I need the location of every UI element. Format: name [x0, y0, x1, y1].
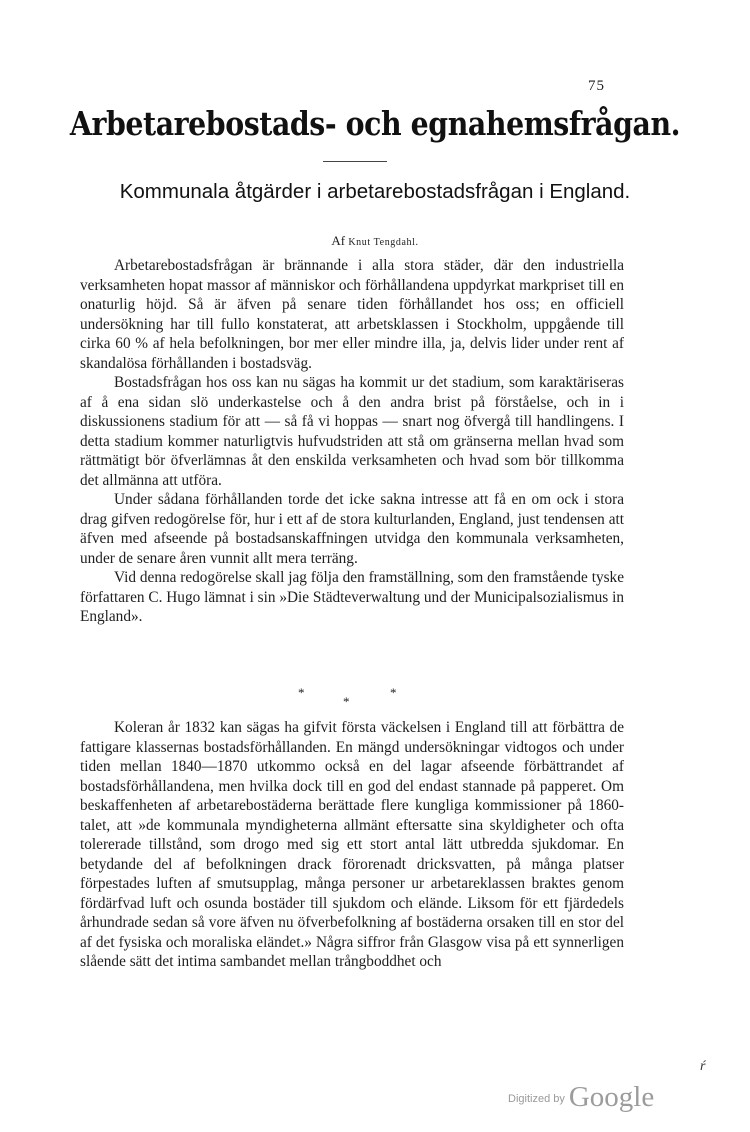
paragraph: Koleran år 1832 kan sägas ha gifvit första väckelsen i England till att förbättra de fattigare klassernas bostadsförhållanden. En mängd undersökningar vidtogos och under tiden mellan 1840—1870 utkommo också en del lagar afseende förbättrandet af bostadsförhållandena, men hvilka dock till en god del endast stannade på papperet. Om beskaffenheten af arbetarebostäderna berättade flere kungliga kommissioner på 1860-talet, att »de kommunala myndigheterna allmänt eftersatte sina skyldigheter och ofta tolererade tillstånd, som drogo med sig ett stort antal lätt utbredda sjukdomar. En betydande del af befolkningen drack förorenadt dricksvatten, på många platser förpestades luften af smutsupplag, många personer ur arbetareklassen braktes genom fördärfvad luft och osunda bostäder till sjukdom och elände. Liksom för ett fjärdedels århundrade sedan så vore äfven nu öfverbefolkning af bostäderna orsaken till en stor del af det fysiska och moraliska eländet.» Några siffror från Glasgow visa på ett synnerligen slående sätt det intima sambandet mellan trångboddhet och — [80, 719, 624, 970]
title-divider — [323, 161, 387, 162]
page-number: 75 — [588, 78, 605, 94]
digitized-watermark — [508, 1081, 654, 1114]
paragraph: Bostadsfrågan hos oss kan nu sägas ha kommit ur det stadium, som karaktäriseras af å ena sidan slö underkastelse och å den andra brist på förståelse, och in i diskussionens stadium för att — så få vi hoppas — snart nog öfvergå till handlingens. I detta stadium kommer naturligtvis hufvudstriden att stå om gränserna mellan hvad som rättmätigt bör öfverlämnas åt den enskilda verksamheten och hvad som bör tillkomma det allmänna att utföra. — [80, 374, 624, 489]
byline-prefix: Af — [331, 233, 346, 248]
asterism-star: * — [298, 685, 305, 700]
paragraph: Vid denna redogörelse skall jag följa den framställning, som den framstående tyske författaren C. Hugo lämnat i sin »Die Städteverwaltung und der Municipalsozialismus in England». — [80, 569, 624, 625]
google-logo: Google — [568, 1081, 655, 1113]
paragraph: Under sådana förhållanden torde det icke sakna intresse att få en om ock i stora drag gifven redogörelse för, hur i ett af de stora kulturlanden, England, just tendensen att äfven med afseende på bostadsanskaffningen utvidga den kommunala verksamheten, under de senare åren vunnit allt mera terräng. — [80, 491, 624, 567]
asterism-star: * — [343, 694, 350, 709]
paragraph: Arbetarebostadsfrågan är brännande i alla stora städer, där den industriella verksamheten hopat massor af människor och förhållandena uppdyrkat markpriset till en onaturlig höjd. Så är äfven på senare tiden förhållandet hos oss; en officiell undersökning har till fullo konstaterat, att arbetsklassen i Stockholm, uppgående till cirka 60 % af hela befolkningen, bor mer eller mindre illa, ja, delvis lider under rent af skandalösa förhållanden i bostadsväg. — [80, 257, 624, 372]
byline-author: Knut Tengdahl. — [348, 237, 419, 248]
byline — [0, 233, 750, 249]
section-2 — [80, 718, 624, 972]
main-title: Arbetarebostads- och egnahemsfrågan. — [69, 104, 681, 143]
section-1 — [80, 256, 624, 627]
watermark-prefix: Digitized by — [508, 1093, 565, 1105]
asterism-star: * — [390, 685, 397, 700]
section-break — [0, 685, 750, 709]
margin-mark: ŕ — [700, 1059, 706, 1074]
article-title: Kommunala åtgärder i arbetarebostadsfrågan i England. — [119, 180, 631, 203]
